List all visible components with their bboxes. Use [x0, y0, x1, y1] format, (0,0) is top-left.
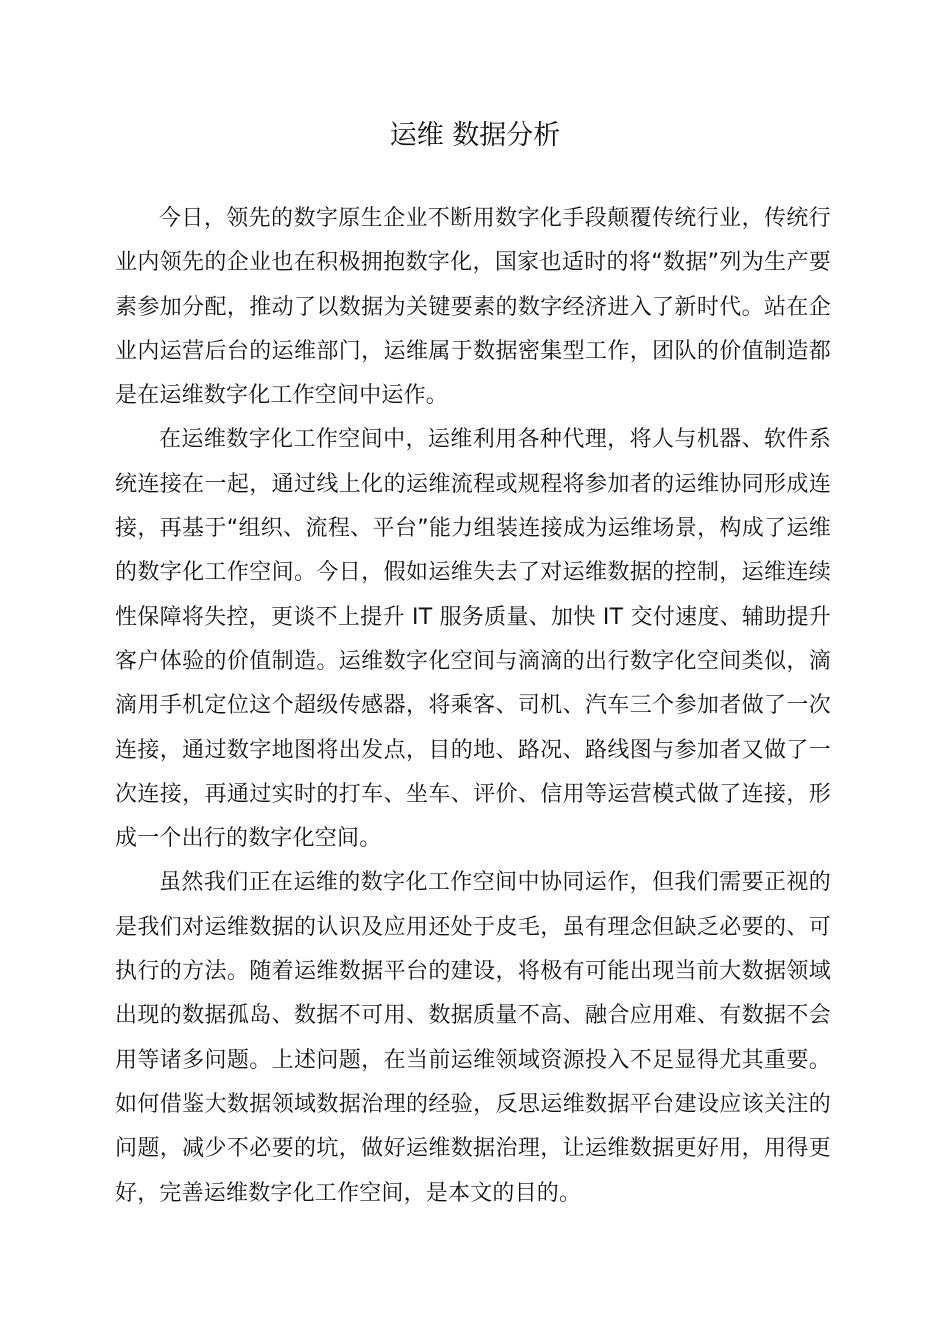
paragraph-3: 虽然我们正在运维的数字化工作空间中协同运作，但我们需要正视的是我们对运维数据的认识及应用还处于皮毛，虽有理念但缺乏必要的、可执行的方法。随着运维数据平台的建设，将极有可能出现当前大数据领域出现的数据孤岛、数据不可用、数据质量不高、融合应用难、有数据不会用等诸多问题。上述问题，在当前运维领域资源投入不足显得尤其重要。如何借鉴大数据领域数据治理的经验，反思运维数据平台建设应该关注的问题，减少不必要的坑，做好运维数据治理，让运维数据更好用，用得更好，完善运维数字化工作空间，是本文的目的。 — [115, 870, 831, 1206]
document-title: 运维 数据分析 — [389, 120, 561, 151]
document-body — [115, 197, 831, 1216]
paragraph-1: 今日，领先的数字原生企业不断用数字化手段颠覆传统行业，传统行业内领先的企业也在积极拥抱数字化，国家也适时的将“数据”列为生产要素参加分配，推动了以数据为关键要素的数字经济进入了新时代。站在企业内运营后台的运维部门，运维属于数据密集型工作，团队的价值制造都是在运维数字化工作空间中运作。 — [115, 206, 831, 409]
paragraph-2: 在运维数字化工作空间中，运维利用各种代理，将人与机器、软件系统连接在一起，通过线上化的运维流程或规程将参加者的运维协同形成连接，再基于“组织、流程、平台”能力组装连接成为运维场景，构成了运维的数字化工作空间。今日，假如运维失去了对运维数据的控制，运维连续性保障将失控，更谈不上提升 IT 服务质量、加快 IT 交付速度、辅助提升客户体验的价值制造。运维数字化空间与滴滴的出行数字化空间类似，滴滴用手机定位这个超级传感器，将乘客、司机、汽车三个参加者做了一次连接，通过数字地图将出发点，目的地、路况、路线图与参加者又做了一次连接，再通过实时的打车、坐车、评价、信用等运营模式做了连接，形成一个出行的数字化空间。 — [115, 427, 831, 852]
